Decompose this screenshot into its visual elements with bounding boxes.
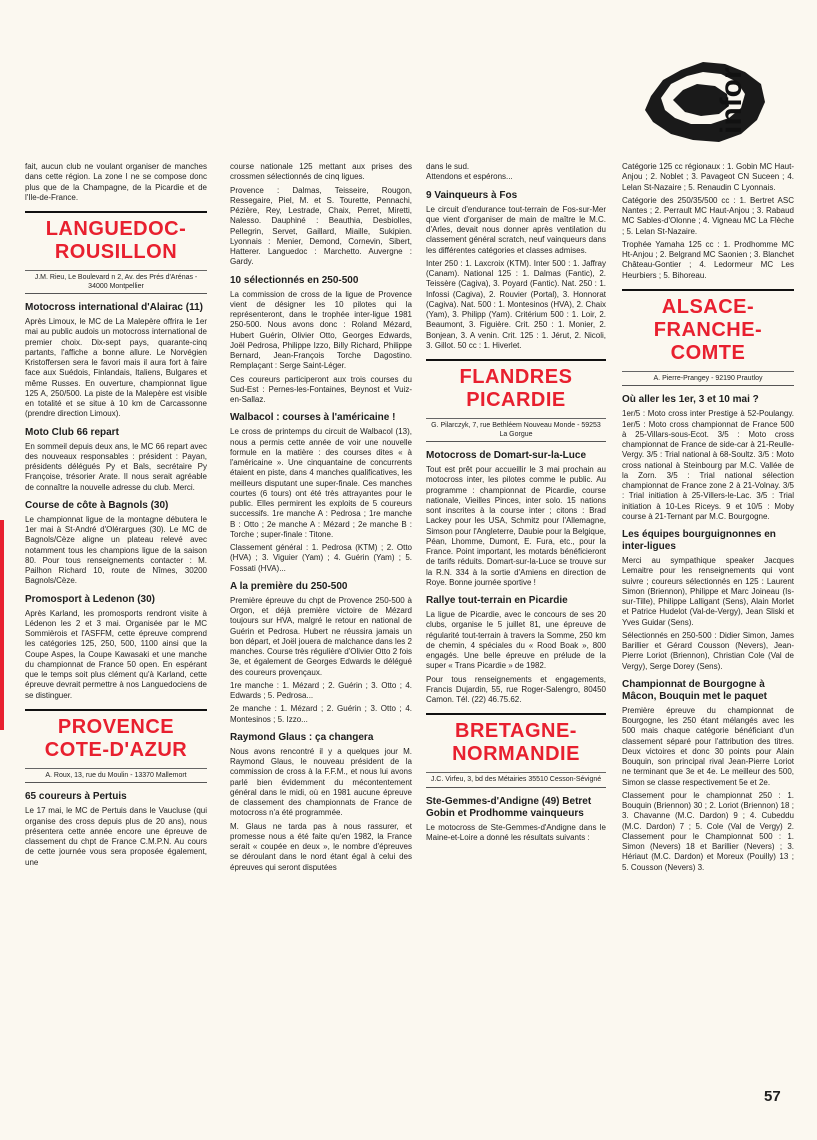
article-title: Les équipes bourguignonnes en inter-ligues <box>622 529 776 552</box>
column-2 <box>230 162 412 876</box>
article-body: Nous avons rencontré il y a quelques jour M. Raymond Glaus, le nouveau président de la commission de cross à la F.F.M., et nous lui avons parlé bien évidemment du mécontentement général dans le midi, où en 1981 aucune épreuve de classement des championnats de France de motocross n'a été programmée. <box>230 746 412 818</box>
page-number: 57 <box>764 1088 781 1105</box>
article-title: Moto Club 66 repart <box>25 426 119 438</box>
article-body: 1er/5 : Moto cross inter Prestige à 52-Poulangy. 1er/5 : Moto cross championnat de France 500 à 25-Villars-sous-Ecot. 3/5 : Moto cross championnat de France de side-car à 21-Reulle-Vergy. 3/5 : Trial national à 68-Soultz. 3/5 : Moto cross national à Steinbourg par M.C. Vallée de la Zorn. 3/5 : Trial national sélection championnat de France zone 2 à 21-Volnay. 3/5 : Trial initiation à 25-Villers-le-Lac. 3/5 : Trial initiation à 10-Les Riceys. 9 et 10/5 : Moby course à 21-Ternant par M.C. Bourgogne. <box>622 409 794 521</box>
svg-text:infor: infor <box>715 67 748 134</box>
article-title: Rallye tout-terrain en Picardie <box>426 595 568 606</box>
column-4 <box>622 162 794 876</box>
article-body: Classement général : 1. Pedrosa (KTM) ; 2. Otto (HVA) ; 3. Viguier (Yam) ; 4. Guérin (Yam) ; 5. Fossati (HVA)... <box>230 543 412 573</box>
region-header-flandres <box>426 359 606 442</box>
col3-intro: dans le sud. <box>426 162 470 171</box>
article-body: Inter 250 : 1. Laxcroix (KTM). Inter 500 : 1. Jaffray (Canam). National 125 : 1. Dalmas (Fantic), 2. Teissère (Cagiva), 3. Poyard (Fantic). Nat. 250 : 1. Infossi (Cagiva), 2. Rouvier (Portal), 3. Honnorat (Cagiva). Nat. 500 : 1. Montesinos (HVA), 2. Chaix (Yam), 3. Philipp (Yam). Critérium 500 : 1. Loir, 2. Beaumont, 3. Figuière. Crit. 250 : 1. Monier, 2. Bonjean, 3. A venin. Crit. 125 : 1. Jérut, 2. Nicoli, 3. Gillot. 50 cc : 1. Hiverlet. <box>426 258 606 350</box>
article-body: En sommeil depuis deux ans, le MC 66 repart avec des nouveaux responsables : président : Payan, présidents délégués Py et Bals, secrétaire Py Françoise, trésorier Arate. Il nous serait agréable de connaître la nouvelle adresse du club. Merci. <box>25 441 207 492</box>
col2-intro: course nationale 125 mettant aux prises des crossmen sélectionnés de cinq ligues. <box>230 162 412 182</box>
article-body: Ces coureurs participeront aux trois courses du Sud-Est : Pernes-les-Fontaines, Beynost et Vuiz-en-Sallaz. <box>230 374 412 404</box>
article-body: Après Limoux, le MC de La Malepère offrira le 1er mai au public audois un motocross international de premier choix. Dix-sept pays, quarante-cinq partants, l'affiche a bonne allure. Le Norvégien Kristoffersen sera le favori mais il aura fort à faire face aux Suédois, Finlandais, Italiens, Bulgares et même Russes. En ouverture, championnat ligue 125 A, 250/500. La piste de la Malepère est visible en totalité et se situe à 10 km de Carcassonne (prendre direction Limoux). <box>25 317 207 419</box>
article-body: Tout est prêt pour accueillir le 3 mai prochain au motocross inter, les pilotes comme le public. Au programme : championnat de Picardie, course nationale, Vieilles Pinces, inter solo. 15 nations sont inscrites à la course inter ; citons : Brad Lackey pour les USA, Schmitz pour l'Allemagne, Simson pour l'Angleterre, Daubie pour la Belgique, Péan, Lhomme, Dumont, E. Fura, etc., pour la France. Point important, les motards bénéficieront de tarifs réduits. Domart-sur-la-Luce se trouve sur la R.N. 334 à la sortie d'Amiens en direction de Roye. Bonne journée sportive ! <box>426 465 606 587</box>
article-body: La ligue de Picardie, avec le concours de ses 20 clubs, organise le 5 juillet 81, une épreuve de régularité tout-terrain à travers la Somme, 250 km de chemin, 4 spéciales du « Rood Boak », 800 engagés. Une belle épreuve en prélude de la super « Trans Picardie » de 1982. <box>426 610 606 671</box>
article-title: Motocross international d'Alairac (11) <box>25 302 203 313</box>
region-title: PROVENCE COTE-D'AZUR <box>44 715 188 761</box>
article-body: Première épreuve du championnat de Bourgogne, les 250 étant mélangés avec les 500 mais chaque catégorie bénéficiant d'un classement séparé pour l'attribution des titres. Deux victoires et donc 30 points pour Alain Bouquin, son principal rival Jean-Pierre Loriot ne terminant que 3e et 4e. Le meilleur des 500, Simon se classe respectivement 5e et 2e. <box>622 705 794 787</box>
article-body: Sélectionnés en 250-500 : Didier Simon, James Barillier et Gérard Cousson (Nevers), Jean-Pierre Loriot (Briennon), Christian Cole (Val de Vergy), Serge Dorey (Sens). <box>622 630 794 671</box>
article-title: Walbacol : courses à l'américaine ! <box>230 412 396 424</box>
article-body: Merci au sympathique speaker Jacques Lemaitre pour les renseignements qui vont suivre ; coureurs sélectionnés en 125 : Laurent Simon (Briennon), Philippe et Marc Joineau (Is-sur-Tille), Philippe Lalligant (Sens), Alain Morlet et Patrice Hudelot (Val-de-Vergy), Jean Sliski et Yves Guidar (Sens). <box>622 556 794 627</box>
region-address: A. Roux, 13, rue du Moulin - 13370 Mallemort <box>25 768 207 783</box>
article-body: Le championnat ligue de la montagne débutera le 1er mai à St-André d'Olérargues (30). Le MC de Bagnols/Cèze aligne un plateau relevé avec notamment tous les champions ligue de la saison 80. Pour tous renseignements contacter : M. Pailhon Richard 10, route de Nîmes, 30200 Bagnols/Cèze. <box>25 514 207 586</box>
article-title: Ste-Gemmes-d'Andigne (49) Betret Gobin et Prodhomme vainqueurs <box>426 795 592 819</box>
article-body: Le 17 mai, le MC de Pertuis dans le Vaucluse (qui organise des cross depuis plus de 20 ans), nous présentera cette année encore une épreuve de classement du chpt de France C.M.P.N. Au cours de cette journée vous sera proposée également, une <box>25 806 207 867</box>
region-title: BRETAGNE-NORMANDIE <box>452 720 580 766</box>
article-body: Pour tous renseignements et engagements, Francis Dujardin, 55, rue Roger-Salengro, 80450 Camon. Tél. (22) 46.75.62. <box>426 674 606 704</box>
article-title: 10 sélectionnés en 250-500 <box>230 274 359 286</box>
region-address: A. Pierre-Prangey - 92190 Prautloy <box>622 371 794 386</box>
article-body: Le circuit d'endurance tout-terrain de Fos-sur-Mer que vient d'organiser de main de maître le M.C. d'Arles, devait nous donner après ventilation du classement général scratch, neuf vainqueurs dans les différentes catégories et classes admises. <box>426 204 606 255</box>
article-body: M. Glaus ne tarda pas à nous rassurer, et promesse nous a été faite qu'en 1982, la France serait « coupée en deux », le nombre d'épreuves se déroulant dans le nord étant égal à celui des épreuves qui seront disputées <box>230 821 412 872</box>
col2-list: Provence : Dalmas, Teisseire, Rougon, Ressegaire, Piel, M. et S. Tourette, Pennachi, Pézière, Rey, Lestrade, Chaix, Perret, Miretti, Nalesso. Dauphiné : Beauthia, Desbiolles, Pellegrin, Servet, Gaillard, Miaille, Sukipien. Lyonnais : Menier, Demond, Cornevin, Sibert, Hatterer. Languedoc : Marchetto. Auvergne : Gardy. <box>230 185 412 267</box>
article-body: Première épreuve du chpt de Provence 250-500 à Orgon, et déjà première victoire de Mézard toujours sur HVA, malgré le retour en national de Guérin et Pedrosa. Hubert ne réussira jamais un bon départ, et Joël jouera de malchance dans les 2 manches. Course très régulière d'Olivier Otto 2 fois 3e, et également de Georges Edwards le délégué des coureurs provençaux. <box>230 595 412 677</box>
article-title: 65 coureurs à Pertuis <box>25 791 127 803</box>
col3-intro-2: Attendons et espérons... <box>426 172 513 182</box>
col4-intro-2: Catégorie des 250/35/500 cc : 1. Bertret ASC Nantes ; 2. Perrault MC Haut-Anjou ; 3. Rabaud MC Sables-d'Olonne ; 4. Vigneau MC La Flèche ; 5. Lelan St-Nazaire. <box>622 195 794 236</box>
col1-intro: fait, aucun club ne voulant organiser de manches dans cette région. La zone I ne se compose donc plus que de la Champagne, de la Picardie et de l'Ile-de-France. <box>25 162 207 202</box>
column-1 <box>25 162 207 871</box>
col4-intro: Catégorie 125 cc régionaux : 1. Gobin MC Haut-Anjou ; 2. Noblet ; 3. Pavageot CN Suceen ; 4. Lelan St-Nazaire ; 5. Renaudin C Lyonnais. <box>622 162 794 192</box>
article-body: Le cross de printemps du circuit de Walbacol (13), nous a permis cette année de voir une nouvelle formule en la matière : des courses dites « à l'américaine ». Une cinquantaine de concurrents étaient en piste, dans 4 manches qualificatives, les meilleurs disputant une super-finale. Ces manches courtes (6 tours) ont été très attrayantes pour le public. Elles permirent les exploits de 5 coureurs successifs. 1re manche A : Pedrosa ; 1re manche B : Otto ; 2e manche A : Mézard ; 2e manche B : Torche ; super-finale : Titone. <box>230 427 412 539</box>
region-header-alsace <box>622 289 794 387</box>
article-body: 1re manche : 1. Mézard ; 2. Guérin ; 3. Otto ; 4. Edwards ; 5. Pedrosa... <box>230 680 412 700</box>
region-address: G. Pilarczyk, 7, rue Bethléem Nouveau Monde - 59253 La Gorgue <box>426 418 606 441</box>
article-body: Le motocross de Ste-Gemmes-d'Andigne dans le Maine-et-Loire a donné les résultats suivants : <box>426 822 606 842</box>
region-address: J.C. Virfeu, 3, bd des Métairies 35510 Cesson-Sévigné <box>426 772 606 787</box>
region-title: LANGUEDOC-ROUSILLON <box>45 218 187 263</box>
infor-logo <box>633 54 769 146</box>
region-header-languedoc <box>25 211 207 294</box>
article-title: 9 Vainqueurs à Fos <box>426 189 518 201</box>
article-title: Course de côte à Bagnols (30) <box>25 499 169 511</box>
region-title: ALSACE-FRANCHE-COMTE <box>653 295 763 364</box>
page-edge-stripe <box>0 520 4 730</box>
region-title: FLANDRES PICARDIE <box>459 366 573 411</box>
col4-intro-3: Trophée Yamaha 125 cc : 1. Prodhomme MC Ht-Anjou ; 2. Belgrand MC Saonien ; 3. Blanchet Château-Gontier ; 4. Ledormeur MC Les Heurbiers ; 5. Bihoreau. <box>622 239 794 280</box>
region-address: J.M. Rieu, Le Boulevard n 2, Av. des Prés d'Arénas - 34000 Montpellier <box>25 270 207 293</box>
article-title: Promosport à Ledenon (30) <box>25 593 156 605</box>
article-title: A la première du 250-500 <box>230 580 348 592</box>
article-title: Où aller les 1er, 3 et 10 mai ? <box>622 394 759 406</box>
region-header-bretagne <box>426 713 606 788</box>
article-body: La commission de cross de la ligue de Provence vient de désigner les 10 pilotes qui la représenteront, dans le trophée inter-ligue 1981 250-500. Nous avons donc : Roland Mézard, Hubert Guérin, Olivier Otto, Georges Edwards, Joël Pedrosa, Philippe Izzo, Billy Richard, Philippe Bernard, Jean-François Torche Dagostino. Remplaçant : Serge Saint-Léger. <box>230 289 412 371</box>
region-header-provence <box>25 709 207 784</box>
article-title: Raymond Glaus : ça changera <box>230 731 374 743</box>
article-title: Championnat de Bourgogne à Mâcon, Bouquin met le paquet <box>622 678 768 702</box>
article-body: Après Karland, les promosports rendront visite à Lédenon les 2 et 3 mai. Organisée par le MC Sommièrois et l'ASFFM, cette épreuve comprend les catégories 125, 250, 500, 1100 ainsi que la Coupe Aspes, la Coupe Kawasaki et une manche du championnat de France 50 open. En espérant que le temps soit plus clément qu'à Karland, cette épreuve devrait permettre à nos Languedociens de se distinguer. <box>25 608 207 700</box>
article-title: Motocross de Domart-sur-la-Luce <box>426 450 587 461</box>
article-body: Classement pour le championnat 250 : 1. Bouquin (Briennon) 30 ; 2. Loriot (Briennon) 18 ; 3. Chavanne (M.C. Dardon) 9 ; 4. Cubeddu (M.C. Dardon) 7 ; 5. Cole (Val de Vergy) 2. Classement pour le Championnat 500 : 1. Simon (Nevers) 18 et Barillier (Nevers) ; 3. Hériaut (M.C. Dardon) et Moreux (Pouilly) 13 ; 5. Cousson (Nevers) 3. <box>622 790 794 872</box>
column-3 <box>426 162 606 846</box>
article-body: 2e manche : 1. Mézard ; 2. Guérin ; 3. Otto ; 4. Montesinos ; 5. Izzo... <box>230 704 412 724</box>
